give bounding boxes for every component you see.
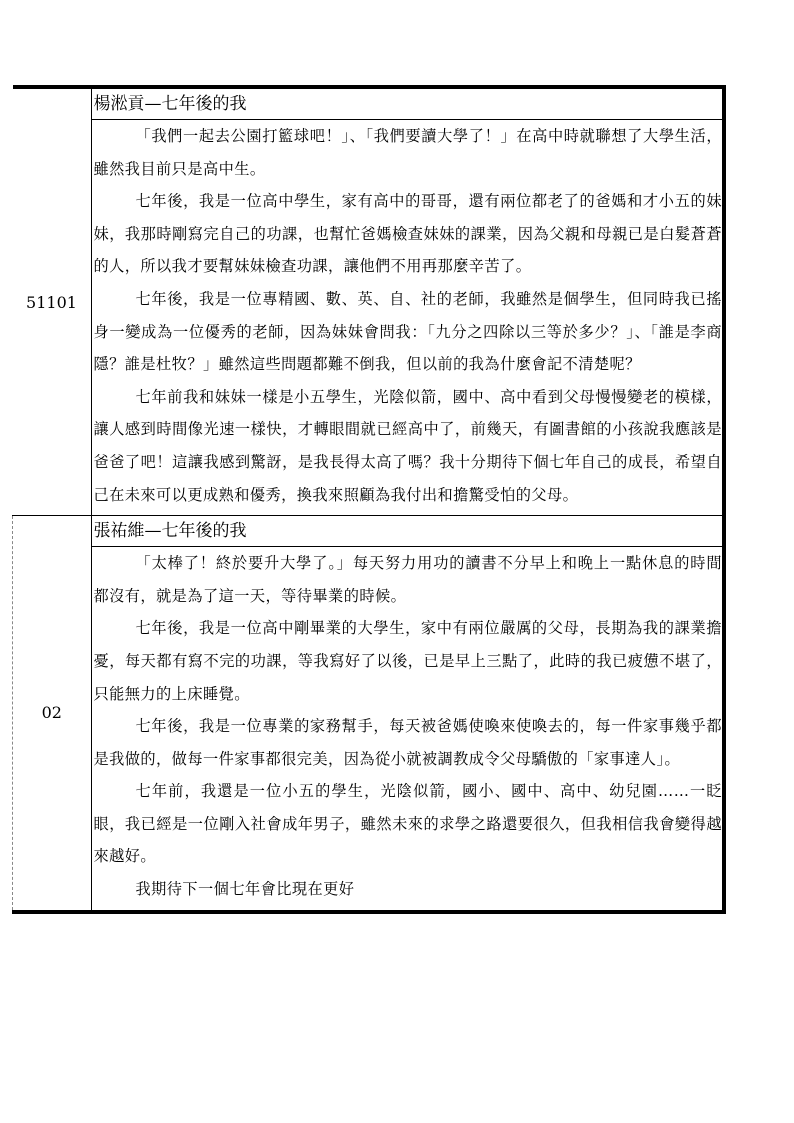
essay-paragraph: 七年後，我是一位專精國、數、英、自、社的老師，我雖然是個學生，但同時我已搖身一變成為一位優秀的老師，因為妹妹會問我：「九分之四除以三等於多少？」、「誰是李商隱？誰是杜牧？」雖然這些問題都難不倒我，但以前的我為什麼會記不清楚呢？ [93,289,722,374]
essay-paragraph: 七年後，我是一位高中學生，家有高中的哥哥，還有兩位都老了的爸媽和才小五的妹妹，我那時剛寫完自己的功課，也幫忙爸媽檢查妹妹的課業，因為父親和母親已是白髮蒼蒼的人，所以我才要幫妹妹檢查功課，讓他們不用再那麼辛苦了。 [93,192,722,276]
essay-title: 楊淞貢—七年後的我 [92,89,723,120]
essay-paragraph: 「太棒了！終於要升大學了。」每天努力用功的讀書不分早上和晚上一點休息的時間都沒有，就是為了這一天，等待畢業的時候。 [93,554,722,605]
essay-paragraph: 「我們一起去公園打籃球吧！」、「我們要讀大學了！」在高中時就聯想了大學生活，雖然我目前只是高中生。 [93,127,722,178]
essay-row [13,516,725,912]
essay-paragraph: 七年前我和妹妹一樣是小五學生，光陰似箭，國中、高中看到父母慢慢變老的模樣，讓人感到時間像光速一樣快，才轉眼間就已經高中了，前幾天，有圖書館的小孩說我應該是爸爸了吧！這讓我感到驚訝，是我長得太高了嗎？我十分期待下個七年自己的成長，希望自己在未來可以更成熟和優秀，換我來照顧為我付出和擔驚受怕的父母。 [93,387,722,504]
essay-paragraph: 七年前，我還是一位小五的學生，光陰似箭，國小、國中、高中、幼兒園……一眨眼，我已經是一位剛入社會成年男子，雖然未來的求學之路還要很久，但我相信我會變得越來越好。 [93,782,722,866]
essay-table [12,85,726,914]
student-id: 51101 [13,87,92,516]
student-id: 02 [13,516,92,912]
essay-body [91,516,724,912]
essay-paragraph: 我期待下一個七年會比現在更好 [135,880,355,899]
essay-title: 張祐維—七年後的我 [92,516,723,547]
essay-paragraph: 七年後，我是一位高中剛畢業的大學生，家中有兩位嚴厲的父母，長期為我的課業擔憂，每天都有寫不完的功課，等我寫好了以後，已是早上三點了，此時的我已疲憊不堪了，只能無力的上床睡覺。 [93,619,722,703]
essay-body [91,87,724,516]
essay-paragraph: 七年後，我是一位專業的家務幫手，每天被爸媽使喚來使喚去的，每一件家事幾乎都是我做的，做每一件家事都很完美，因為從小就被調教成令父母驕傲的「家事達人」。 [93,717,722,768]
essay-row [13,87,725,516]
